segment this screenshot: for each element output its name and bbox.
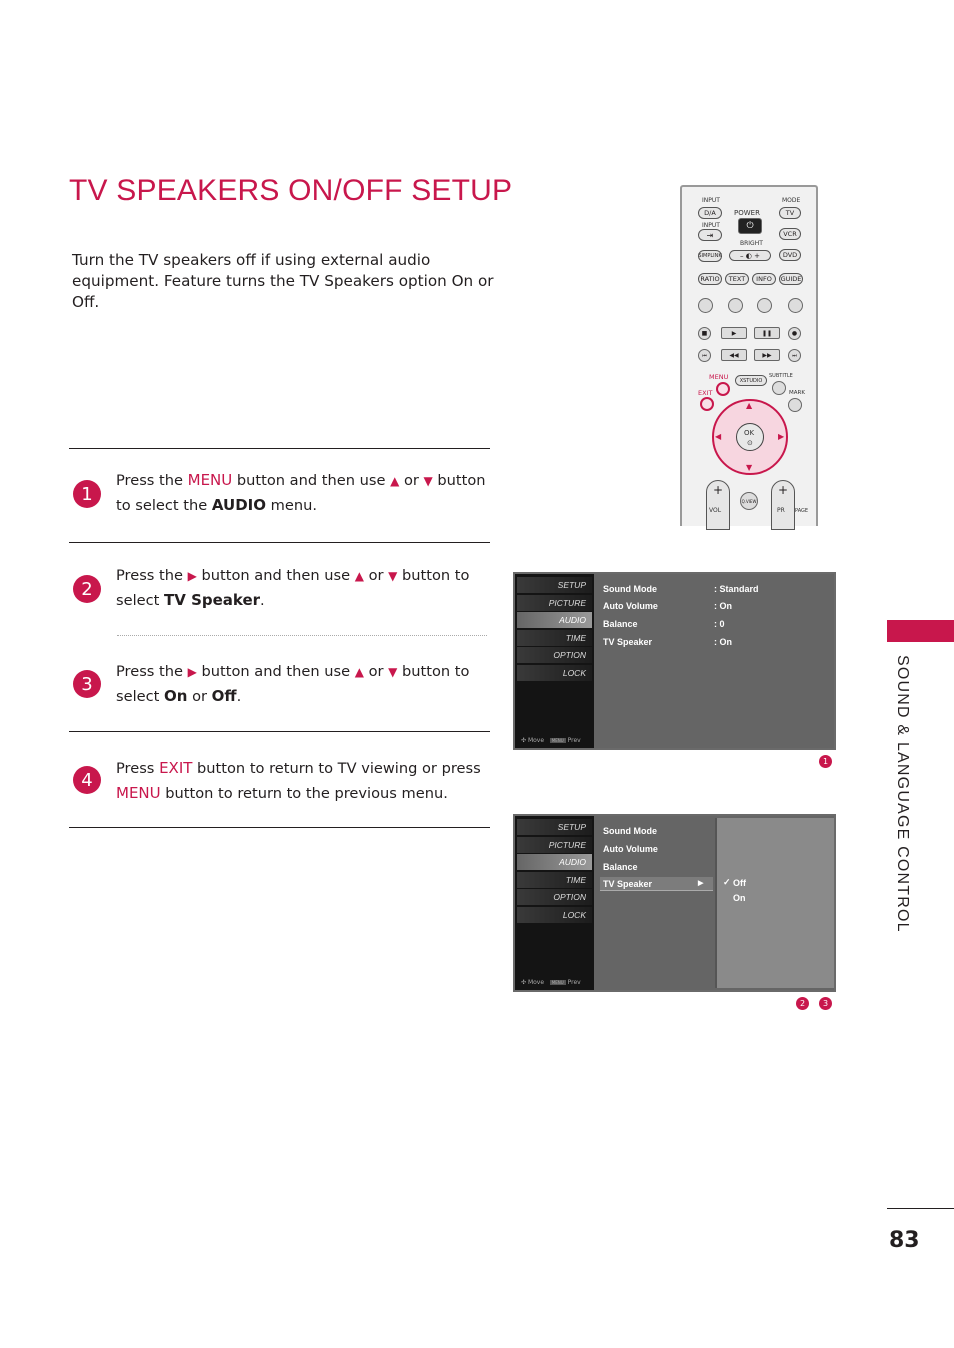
bright-control[interactable]: – ◐ + bbox=[729, 250, 771, 261]
step-2-text: Press the ▶ button and then use ▲ or ▼ button to select TV Speaker. bbox=[116, 567, 470, 609]
tv-speaker-label[interactable]: TV Speaker bbox=[603, 637, 653, 647]
tab-audio[interactable]: AUDIO bbox=[517, 612, 592, 628]
tab-time[interactable]: TIME bbox=[517, 630, 592, 646]
up-arrow-icon: ▲ bbox=[354, 665, 364, 679]
osd-footer: ✣ Move MENU Prev bbox=[521, 737, 581, 744]
pr-label: PR bbox=[777, 507, 785, 514]
skip-forward-icon[interactable]: ⏭ bbox=[788, 349, 801, 362]
up-arrow-icon[interactable]: ▲ bbox=[746, 401, 753, 410]
pause-icon[interactable]: ❚❚ bbox=[754, 327, 780, 339]
tab-option[interactable]: OPTION bbox=[517, 889, 592, 905]
auto-volume-value: : On bbox=[714, 601, 732, 611]
sound-mode-label[interactable]: Sound Mode bbox=[603, 826, 657, 836]
osd-tv-speaker-menu bbox=[513, 814, 836, 992]
simplink-button[interactable]: SIMPLINK bbox=[698, 250, 722, 262]
step-1-text: Press the MENU button and then use ▲ or ▼ button to select the AUDIO menu. bbox=[116, 471, 486, 514]
page-number-rule bbox=[887, 1208, 954, 1209]
skip-back-icon[interactable]: ⏮ bbox=[698, 349, 711, 362]
osd-menu-tabs bbox=[515, 574, 594, 748]
tv-speaker-value: : On bbox=[714, 637, 732, 647]
tab-picture[interactable]: PICTURE bbox=[517, 837, 592, 853]
page-label: PAGE bbox=[795, 508, 809, 514]
subtitle-button[interactable] bbox=[772, 381, 786, 395]
section-label: SOUND & LANGUAGE CONTROL bbox=[894, 655, 911, 933]
tv-speaker-label[interactable]: TV Speaker bbox=[603, 879, 653, 889]
option-off[interactable]: Off bbox=[733, 878, 746, 888]
tab-setup[interactable]: SETUP bbox=[517, 819, 592, 835]
sound-mode-value: : Standard bbox=[714, 584, 759, 594]
volume-rocker[interactable]: + bbox=[706, 480, 730, 530]
right-arrow-icon: ▶ bbox=[187, 569, 197, 583]
section-tab bbox=[887, 620, 954, 642]
tab-audio[interactable]: AUDIO bbox=[517, 854, 592, 870]
auto-volume-label[interactable]: Auto Volume bbox=[603, 844, 658, 854]
divider bbox=[69, 542, 490, 543]
program-rocker[interactable]: + bbox=[771, 480, 795, 530]
osd-footer: ✣ Move MENU Prev bbox=[521, 979, 581, 986]
dvd-button[interactable]: DVD bbox=[779, 249, 801, 261]
divider bbox=[69, 448, 490, 449]
osd-audio-menu bbox=[513, 572, 836, 750]
input-label: INPUT bbox=[702, 222, 720, 229]
right-arrow-icon: ▶ bbox=[187, 665, 197, 679]
subtitle-label: SUBTITLE bbox=[769, 373, 793, 379]
tab-lock[interactable]: LOCK bbox=[517, 907, 592, 923]
submenu-arrow-icon: ▶ bbox=[698, 880, 704, 887]
down-arrow-icon[interactable]: ▼ bbox=[746, 463, 753, 472]
check-icon: ✓ bbox=[723, 877, 731, 887]
page-title: TV SPEAKERS ON/OFF SETUP bbox=[69, 174, 513, 207]
callout-badge: 3 bbox=[819, 997, 832, 1010]
balance-label[interactable]: Balance bbox=[603, 862, 638, 872]
color-button[interactable] bbox=[757, 298, 772, 313]
rewind-icon[interactable]: ◀◀ bbox=[721, 349, 747, 361]
step-number: 3 bbox=[73, 670, 101, 698]
ratio-button[interactable]: RATIO bbox=[698, 273, 722, 285]
osd-menu-tabs bbox=[515, 816, 594, 990]
remote-control bbox=[680, 185, 818, 526]
play-icon[interactable]: ▶ bbox=[721, 327, 747, 339]
left-arrow-icon[interactable]: ◀ bbox=[715, 432, 722, 441]
up-arrow-icon: ▲ bbox=[390, 474, 400, 488]
divider bbox=[69, 731, 490, 732]
down-arrow-icon: ▼ bbox=[423, 474, 433, 488]
down-arrow-icon: ▼ bbox=[388, 569, 398, 583]
balance-label[interactable]: Balance bbox=[603, 619, 638, 629]
ok-dot-icon: ⊙ bbox=[747, 439, 753, 447]
step-number: 2 bbox=[73, 575, 101, 603]
callout-badge: 1 bbox=[819, 755, 832, 768]
intro-text: Turn the TV speakers off if using external audio equipment. Feature turns the TV Speakers option On or Off. bbox=[72, 251, 494, 311]
record-icon[interactable]: ● bbox=[788, 327, 801, 340]
down-arrow-icon: ▼ bbox=[388, 665, 398, 679]
info-button[interactable]: INFO bbox=[752, 273, 776, 285]
sound-mode-label[interactable]: Sound Mode bbox=[603, 584, 657, 594]
tab-setup[interactable]: SETUP bbox=[517, 577, 592, 593]
text-button[interactable]: TEXT bbox=[725, 273, 749, 285]
menu-button[interactable] bbox=[716, 382, 730, 396]
tv-button[interactable]: TV bbox=[779, 207, 801, 219]
submenu-panel bbox=[715, 818, 834, 988]
color-button[interactable] bbox=[698, 298, 713, 313]
mark-label: MARK bbox=[789, 390, 805, 396]
move-icon: ✣ bbox=[521, 737, 527, 744]
option-on[interactable]: On bbox=[733, 893, 746, 903]
mark-button[interactable] bbox=[788, 398, 802, 412]
dotted-divider bbox=[117, 635, 487, 636]
step-number: 1 bbox=[73, 480, 101, 508]
step-4-text: Press EXIT button to return to TV viewing or press MENU button to return to the previous menu. bbox=[116, 759, 481, 802]
up-arrow-icon: ▲ bbox=[354, 569, 364, 583]
exit-label: EXIT bbox=[698, 389, 713, 397]
menu-label: MENU bbox=[709, 373, 729, 381]
callout-badge: 2 bbox=[796, 997, 809, 1010]
exit-button[interactable] bbox=[700, 397, 714, 411]
tab-lock[interactable]: LOCK bbox=[517, 665, 592, 681]
tab-picture[interactable]: PICTURE bbox=[517, 595, 592, 611]
right-arrow-icon[interactable]: ▶ bbox=[778, 432, 785, 441]
balance-value: : 0 bbox=[714, 619, 725, 629]
ok-label: OK bbox=[744, 429, 755, 437]
move-icon: ✣ bbox=[521, 979, 527, 986]
tab-option[interactable]: OPTION bbox=[517, 647, 592, 663]
color-button[interactable] bbox=[788, 298, 803, 313]
page-number: 83 bbox=[889, 1228, 920, 1253]
qview-button[interactable]: Q.VIEW bbox=[740, 492, 758, 510]
step-3-text: Press the ▶ button and then use ▲ or ▼ button to select On or Off. bbox=[116, 663, 470, 705]
guide-button[interactable]: GUIDE bbox=[780, 275, 802, 283]
da-button[interactable]: D/A bbox=[698, 207, 722, 219]
power-label: POWER bbox=[734, 209, 760, 217]
xstudio-button[interactable]: XSTUDIO bbox=[735, 375, 767, 386]
mode-label: MODE bbox=[782, 197, 801, 204]
color-button[interactable] bbox=[728, 298, 743, 313]
step-number: 4 bbox=[73, 766, 101, 794]
vol-label: VOL bbox=[709, 507, 722, 514]
bright-label: BRIGHT bbox=[740, 240, 763, 247]
power-icon[interactable]: ⏻ bbox=[738, 218, 762, 234]
auto-volume-label[interactable]: Auto Volume bbox=[603, 601, 658, 611]
input-label: INPUT bbox=[702, 197, 720, 204]
fast-forward-icon[interactable]: ▶▶ bbox=[754, 349, 780, 361]
stop-icon[interactable]: ■ bbox=[698, 327, 711, 340]
divider bbox=[69, 827, 490, 828]
vcr-button[interactable]: VCR bbox=[779, 228, 801, 240]
input-icon[interactable]: ⇥ bbox=[698, 229, 722, 241]
tab-time[interactable]: TIME bbox=[517, 872, 592, 888]
